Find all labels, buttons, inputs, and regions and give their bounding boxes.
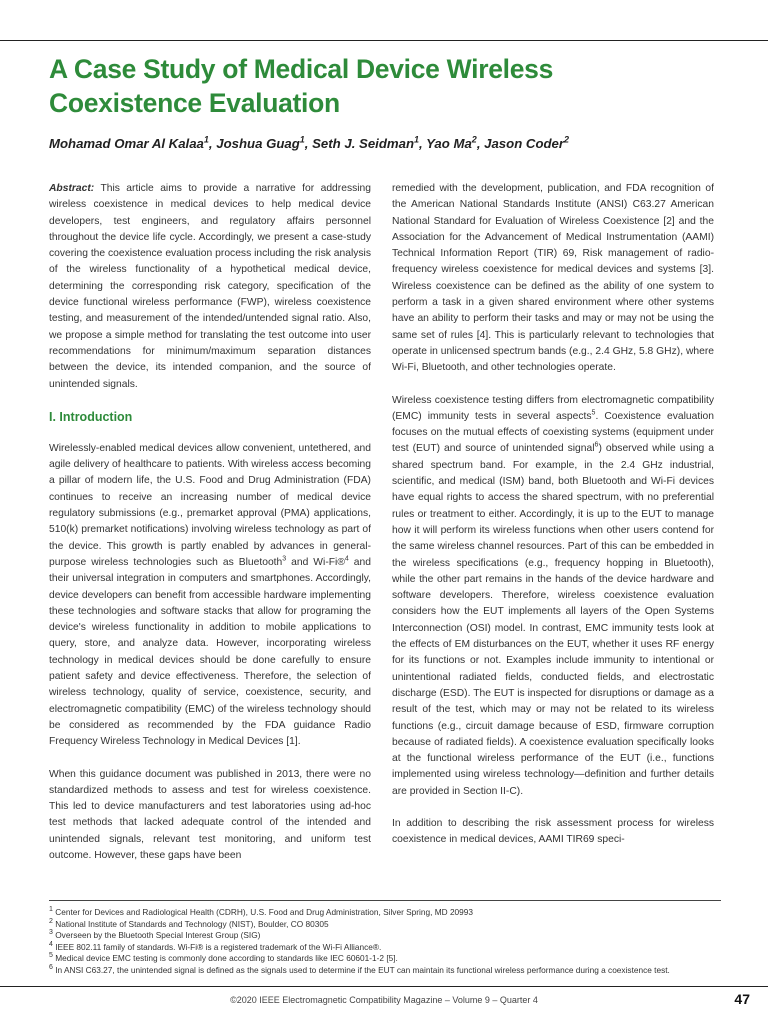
author-affiliation: 1 <box>203 134 209 145</box>
abstract-text: This article aims to provide a narrative for addressing wireless coexistence in medical devices to help medical device developers, test engineers, and regulatory affairs personnel throughout the device life cycle. Accordingly, we present a case-study covering the coexistence evaluation process including the risk analysis of the wireless functionality of a hypothetical medical device, determining the corresponding risk category, specification of the device functional wireless performance (FWP), wireless coexistence testing, and measurement of the intended/untended signal ratio. Also, we propose a simple method for translating the test outcome into user recommendations for minimum/maximum separation distances between the device, its intended companion, and the source of unintended signals. <box>49 183 371 390</box>
footnote-rule <box>49 900 721 901</box>
author-name: Joshua Guag <box>216 136 300 151</box>
right-column <box>392 181 714 849</box>
author-affiliation: 2 <box>564 134 570 145</box>
intro-paragraph-2: When this guidance document was published in 2013, there were no standardized methods to assess and test for wireless coexistence. This led to device manufacturers and test laboratories using ad-hoc test methods that lacked adequate control of the intended and unintended signals, relevant test monitoring, and uniform test outcome. However, these gaps have been <box>49 768 371 861</box>
footnote <box>49 907 729 919</box>
intro-paragraph-1 <box>49 441 371 751</box>
page-footer: ©2020 IEEE Electromagnetic Compatibility Magazine – Volume 9 – Quarter 4 <box>230 995 538 1005</box>
section-heading: I. Introduction <box>49 409 133 424</box>
footnote-text: Center for Devices and Radiological Health (CDRH), U.S. Food and Drug Administration, Silver Spring, MD 20993 <box>55 907 474 917</box>
footnotes <box>49 907 729 976</box>
author-affiliation: 1 <box>414 134 420 145</box>
abstract <box>49 181 371 393</box>
footnote-number: 1 <box>49 906 53 914</box>
body-paragraph-3: In addition to describing the risk assessment process for wireless coexistence in medical devices, AAMI TIR69 speci- <box>392 817 714 846</box>
abstract-label: Abstract: <box>49 183 95 194</box>
footnote-number: 5 <box>49 952 53 960</box>
footnote <box>49 965 729 977</box>
footnote-ref: 3 <box>282 555 287 563</box>
footnote <box>49 953 729 965</box>
author-name: Yao Ma <box>426 136 472 151</box>
footnote-text: IEEE 802.11 family of standards. Wi-Fi® is a registered trademark of the Wi-Fi Alliance®. <box>55 941 382 952</box>
author-affiliation: 2 <box>471 134 477 145</box>
footnote <box>49 942 729 954</box>
top-rule <box>0 40 768 41</box>
paragraph-text: and their universal integration in computers and smartphones. Accordingly, device developers can benefit from accessible hardware implementing these technologies and software stacks that allow for programing the device's wireless functionality in addition to mobile applications to query, store, and analyze data. However, incorporating wireless technology in medical devices should be done carefully to ensure patient safety and device effectiveness. Therefore, the selection of wireless technology, quality of service, coexistence, security, and electromagnetic compatibility (EMC) of the wireless technology should be considered as recommended by the FDA guidance Radio Frequency Wireless Technology in Medical Devices [1]. <box>49 556 371 748</box>
footnote-text: National Institute of Standards and Technology (NIST), Boulder, CO 80305 <box>55 918 329 929</box>
footnote-ref: 5 <box>591 409 596 417</box>
footnote <box>49 919 729 931</box>
footnote-number: 6 <box>49 963 53 971</box>
footnote-number: 2 <box>49 917 53 925</box>
author-name: Mohamad Omar Al Kalaa <box>49 136 204 151</box>
title-line-1: A Case Study of Medical Device Wireless <box>49 54 554 84</box>
page-number: 47 <box>734 991 750 1007</box>
footnote-number: 3 <box>49 929 53 937</box>
paragraph-text: and Wi-Fi® <box>286 556 345 568</box>
paragraph-text: Wirelessly-enabled medical devices allow convenient, untethered, and agile delivery of healthcare to patients. With wireless access becoming a pillar of modern life, the U.S. Food and Drug Administration (FDA) continues to receive an increasing number of medical device regulatory submissions (e.g., premarket approval (PMA) applications, 510(k) premarket notifications) involving wireless technology as part of the device. This growth is partly enabled by advances in general-purpose wireless technologies such as Bluetooth <box>49 442 371 568</box>
footnote-ref: 4 <box>344 555 349 563</box>
paragraph-text: ) observed while using a shared spectrum band. For example, in the 2.4 GHz industrial, scientific, and medical (ISM) band, both Bluetooth and Wi-Fi devices have equal rights to access the shared spectrum, with no preferential rules or treatment to either. Accordingly, it is up to the EUT to manage how it will perform its wireless functions when other users contend for the same wireless channel resources. Part of this can be embedded in the wireless specifications (e.g., frequency hopping in Bluetooth), while the other part remains in the hands of the device hardware and software developers. Therefore, wireless coexistence evaluation considers how the EUT implements all layers of the Open Systems Interconnection (OSI) model. In contrast, EMC immunity tests look at the effects of EM disturbances on the EUT, whether it uses RF energy for its functions or not. Examples include immunity to intentional or unintentional radiated fields, conducted fields, and electrostatic discharge (ESD). The EUT is inspected for disruptions or damage as a result of the test, which may or may not be related to its wireless functions (e.g., circuit damage because of ESD, firmware corruption because of radiated fields). A coexistence evaluation specifically looks at the functional wireless performance of the EUT (i.e., functions implemented using wireless technology—definition and further details are provided in Section II-C). <box>392 443 714 797</box>
author-list: Mohamad Omar Al Kalaa$^1$, Joshua Guag$^1$, Seth J. Seidman$^1$, Yao Ma$^2$, Jason Coder$^2$ <box>49 134 570 151</box>
footnote <box>49 930 729 942</box>
body-paragraph-2 <box>392 393 714 800</box>
footnote-ref: 6 <box>594 442 599 450</box>
body-paragraph-1: remedied with the development, publication, and FDA recognition of the American National Standards Institute (ANSI) C63.27 American National Standard for Evaluation of Wireless Coexistence [2] and the Association for the Advancement of Medical Instrumentation (AAMI) Technical Information Report (TIR) 69, Risk management of radio-frequency wireless coexistence for medical devices and systems [3]. Wireless coexistence can be defined as the ability of one system to perform a task in a given shared environment where other systems have an ability to perform their tasks and may or may not be using the same set of rules [4]. This is particularly relevant to technologies that operate in unlicensed spectrum bands (e.g., 2.4 GHz, 5.8 GHz), where Wi-Fi, Bluetooth, and other technologies operate. <box>392 183 714 374</box>
author-affiliation: 1 <box>299 134 305 145</box>
author-name: Seth J. Seidman <box>312 136 414 151</box>
footnote-text: Medical device EMC testing is commonly done according to standards like IEC 60601-1-2 [5]. <box>55 953 398 963</box>
footnote-number: 4 <box>49 940 53 948</box>
bottom-rule <box>0 986 768 987</box>
footnote-text: Overseen by the Bluetooth Special Interest Group (SIG) <box>55 930 261 940</box>
paragraph-text: . Coexistence evaluation focuses on the mutual effects of coexisting systems (equipment under test (EUT) and source of unintended signal <box>392 410 714 455</box>
title-line-2: Coexistence Evaluation <box>49 88 340 118</box>
author-name: Jason Coder <box>484 136 565 151</box>
left-column <box>49 181 371 864</box>
article-title <box>49 52 689 120</box>
paragraph-text: Wireless coexistence testing differs from electromagnetic compatibility (EMC) immunity tests in several aspects <box>392 394 714 422</box>
footnote-text: In ANSI C63.27, the unintended signal is defined as the signals used to determine if the EUT can maintain its functional wireless performance during a coexistence test. <box>55 964 670 975</box>
